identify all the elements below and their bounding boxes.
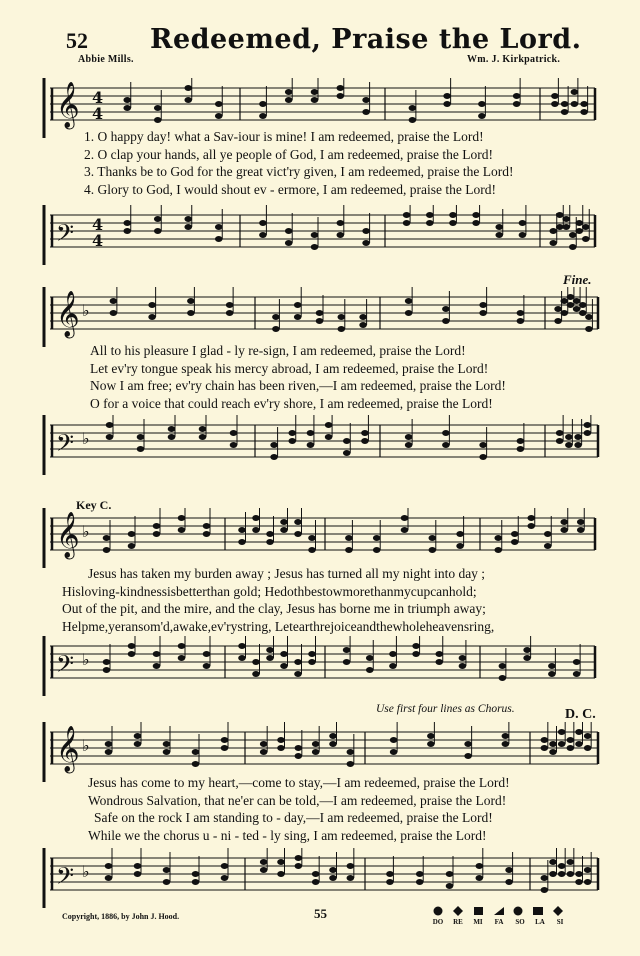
solfege-do: DO	[432, 918, 444, 926]
lyric-line: All to his pleasure I glad - ly re-sign, I am redeemed, praise the Lord!	[90, 343, 466, 358]
fa-shape-icon	[494, 907, 504, 915]
bass-staff-system-3	[0, 636, 640, 696]
svg-text:♭: ♭	[82, 301, 90, 320]
lyric-line: Wondrous Salvation, that ne'er can be told,—I am redeemed, praise the Lord!	[88, 792, 507, 808]
lyric-line: 3. Thanks be to God for the great vict'ry given, I am redeemed, praise the Lord!	[84, 164, 514, 179]
solfege-la: LA	[535, 918, 545, 926]
dc-marking: D. C.	[565, 707, 596, 722]
lyric-line: Let ev'ry tongue speak his mercy abroad, I am redeemed, praise the Lord!	[90, 360, 489, 376]
lyrics-system-1	[60, 128, 616, 198]
svg-text:𝄢: 𝄢	[56, 650, 75, 683]
treble-staff-system-4	[0, 722, 640, 782]
solfege-so: SO	[515, 918, 525, 926]
svg-text:𝄞: 𝄞	[56, 726, 80, 772]
treble-staff-system-3	[0, 508, 640, 568]
lyricist-credit: Abbie Mills.	[78, 54, 134, 65]
bass-staff-system-1	[0, 205, 640, 265]
svg-text:♭: ♭	[82, 429, 90, 448]
hymn-title: Redeemed, Praise the Lord.	[150, 24, 582, 55]
lyric-line: 4. Glory to God, I would shout ev - ermore, I am redeemed, praise the Lord!	[84, 181, 497, 197]
svg-text:4: 4	[92, 88, 104, 107]
svg-text:♭: ♭	[82, 862, 90, 881]
chorus-note: Use first four lines as Chorus.	[376, 703, 515, 715]
lyric-line: O for a voice that could reach ev'ry shore, I am redeemed, praise the Lord!	[90, 395, 493, 411]
copyright-notice: Copyright, 1886, by John J. Hood.	[62, 912, 180, 921]
svg-text:4: 4	[92, 215, 104, 234]
svg-text:𝄢: 𝄢	[56, 429, 75, 462]
fine-marking: Fine.	[563, 272, 592, 287]
page-number-bottom: 55	[314, 906, 327, 921]
svg-text:4: 4	[92, 231, 104, 250]
key-marking: Key C.	[76, 498, 112, 512]
si-shape-icon	[553, 906, 563, 916]
lyric-line: 2. O clap your hands, all ye people of God, I am redeemed, praise the Lord!	[84, 146, 493, 162]
treble-staff-system-2	[0, 287, 640, 347]
lyric-line: Hisloving-kindnessisbetterthan gold; Hedothbestowmorethanmycupcanhold;	[62, 583, 477, 599]
bass-staff-system-4	[0, 848, 640, 908]
la-shape-icon	[533, 907, 543, 915]
lyrics-system-2	[60, 342, 616, 412]
svg-text:𝄞: 𝄞	[56, 291, 80, 337]
lyrics-system-4	[60, 774, 616, 844]
lyric-line: Out of the pit, and the mire, and the clay, Jesus has borne me in triumph away;	[62, 601, 486, 616]
lyrics-system-3	[60, 565, 616, 635]
svg-text:𝄢: 𝄢	[56, 862, 75, 895]
lyric-line: While we the chorus u - ni - ted - ly sing, I am redeemed, praise the Lord!	[88, 827, 487, 843]
so-shape-icon	[514, 907, 523, 916]
lyric-line: 1. O happy day! what a Sav-iour is mine! I am redeemed, praise the Lord!	[84, 129, 484, 144]
bass-staff-system-2	[0, 415, 640, 475]
lyric-line: Safe on the rock I am standing to - day,—I am redeemed, praise the Lord!	[94, 810, 493, 825]
svg-text:𝄢: 𝄢	[56, 219, 75, 252]
svg-text:𝄞: 𝄞	[56, 82, 80, 128]
page-number-top: 52	[66, 28, 88, 53]
solfege-re: RE	[453, 918, 463, 926]
solfege-si: SI	[556, 918, 564, 926]
solfege-mi: MI	[473, 918, 483, 926]
svg-text:𝄞: 𝄞	[56, 512, 80, 558]
lyric-line: Helpme,yeransom'd,awake,ev'rystring, Letearthrejoiceandthewholeheavensring,	[62, 618, 495, 634]
composer-credit: Wm. J. Kirkpatrick.	[467, 54, 561, 65]
svg-text:♭: ♭	[82, 522, 90, 541]
solfege-fa: FA	[494, 918, 504, 926]
lyric-line: Now I am free; ev'ry chain has been riven,—I am redeemed, praise the Lord!	[90, 378, 506, 393]
mi-shape-icon	[474, 907, 483, 915]
svg-text:4: 4	[92, 104, 104, 123]
do-shape-icon	[434, 907, 443, 916]
lyric-line: Jesus has come to my heart,—come to stay,—I am redeemed, praise the Lord!	[88, 775, 510, 790]
svg-text:♭: ♭	[82, 650, 90, 669]
re-shape-icon	[453, 906, 463, 916]
lyric-line: Jesus has taken my burden away ; Jesus has turned all my night into day ;	[88, 566, 486, 581]
svg-text:♭: ♭	[82, 736, 90, 755]
shape-note-legend	[428, 904, 588, 918]
